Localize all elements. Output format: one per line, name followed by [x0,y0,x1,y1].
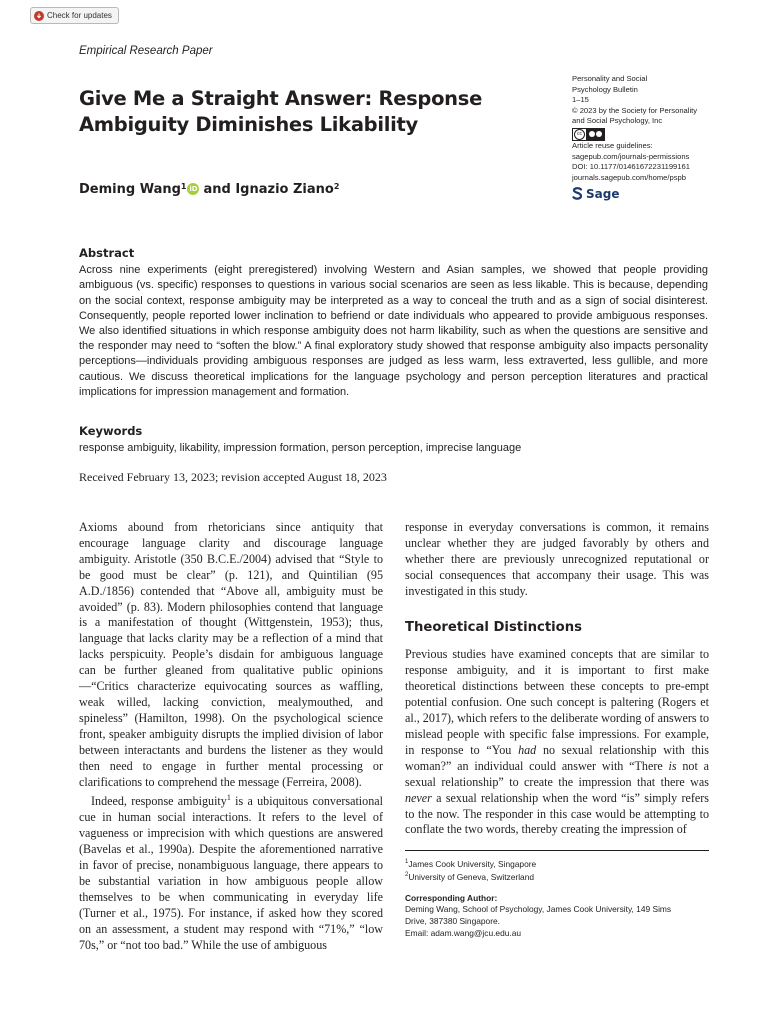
section-heading: Theoretical Distinctions [405,619,582,635]
sage-s-icon [572,187,583,200]
body-text: not a sexual relationship” to create the impression that there was [405,758,709,789]
body-column-right [405,520,709,838]
body-paragraph: response in everyday conversations is common, it remains unclear whether they are judged favorably by others and whether there are previously unrecognized reputational or social consequences that accompany their usage. This was investigated in this study. [405,520,709,598]
update-icon [34,11,44,21]
affiliation-marker: 2 [333,182,340,191]
body-paragraph: Axioms abound from rhetoricians since antiquity that encourage language clarity and discourage language ambiguity. Aristotle (350 B.C.E./2004) advised that “Style to be good must be clear” (p. 121), and Quintilian (95 A.D./1856) contended that “Above all, ambiguity must be avoided” (p. 83). Modern philosophies contend that language is a manifestation of thought (Wittgenstein, 1953); thus, language that lacks clarity may be a reflection of a mind that lacks perspicuity. People’s disdain for ambiguous language can be further gleaned from qualitative public opinions—“Critics characterize equivocating sources as waffling, weak willed, lacking conviction, mealymouthed, and spineless” (Hamilton, 1998). On the psychological science front, speaker ambiguity disrupts the implied division of labor between interactants and burdens the listener as they would then need to engage in further mental processing or clarifications to comprehend the message (Ferreira, 2008). [79,520,383,789]
permissions-link[interactable]: sagepub.com/journals-permissions [572,151,690,161]
affiliation-marker: 2 [405,872,409,879]
title-line: Ambiguity Diminishes Likability [79,113,418,136]
corresponding-author-line: Drive, 387380 Singapore. [405,915,500,926]
author-list [79,182,340,197]
journal-home-link[interactable]: journals.sagepub.com/home/pspb [572,172,686,182]
body-text: is a ubiquitous conversational cue in human social interactions. It refers to the level of vagueness or imprecision with which questions are answered (Bavelas et al., 1990a). Despite the aforementioned narrative in favor of precise, nonambiguous language, there appears to be substantial variation in how ambiguous people allow themselves to be when communicating in everyday life (Turner et al., 1975). For instance, if asked how they scored on an assessment, a student may respond with “71%,” “low 70s,” or “not too bad.” While the use of ambiguous [79,794,383,952]
body-text: Indeed, response ambiguity [91,794,227,809]
footnotes [405,850,709,939]
check-for-updates-label: Check for updates [47,11,112,20]
article-title [79,86,519,138]
affiliation [405,870,709,883]
abstract-text: Across nine experiments (eight preregistered) involving Western and Asian samples, we showed that people providing ambiguous (vs. specific) responses to questions in various social scenarios are seen as less likable. This is because, depending on the social context, response ambiguity may be interpreted as a way to conceal the truth and as a sign of social disinterest. Consequently, people reported lower inclination to befriend or date individuals who appeared to provide ambiguous responses. We also identified situations in which response ambiguity does not harm likability, such as when the questions are sensitive and the responder may need to “soften the blow.” A final exploratory study showed that response ambiguity also impacts personality perceptions—individuals providing ambiguous responses are judged as less warm, less extraverted, less gullible, and more cautious. We discuss theoretical implications for the language psychology and person perception literatures and practical implications for impression management and formation. [79,264,708,398]
body-column-left [79,520,383,954]
keywords-section [79,424,708,456]
affiliation-marker: 1 [405,859,409,865]
publisher-name: Sage [586,186,620,201]
affiliation-text: James Cook University, Singapore [408,858,537,869]
article-type: Empirical Research Paper [79,45,213,57]
affiliation [405,857,709,870]
journal-line: 1–15 [572,95,589,105]
author-name: Deming Wang [79,182,181,197]
footnote-marker: 1 [226,793,231,803]
body-paragraph [79,790,383,953]
emphasis: is [668,758,677,773]
corresponding-author-heading: Corresponding Author: [405,892,498,903]
reuse-line: Article reuse guidelines: [572,140,653,150]
corresponding-author-line: Deming Wang, School of Psychology, James Cook University, 149 Sims [405,904,672,915]
journal-line: and Social Psychology, Inc [572,116,663,126]
title-line: Give Me a Straight Answer: Response [79,87,482,110]
journal-line: Psychology Bulletin [572,84,638,94]
check-for-updates-button[interactable] [30,7,119,24]
creative-commons-icon: cc [572,128,605,141]
received-dates: Received February 13, 2023; revision accepted August 18, 2023 [79,470,387,484]
author-name: and Ignazio Ziano [203,182,334,197]
abstract-section [79,246,708,400]
body-text: no sexual relationship with this woman?” an individual could answer with “There [405,742,709,773]
journal-line: © 2023 by the Society for Personality [572,105,698,115]
corresponding-author-email[interactable]: Email: adam.wang@jcu.edu.au [405,927,522,938]
body-text: a sexual relationship when the word “is” simply refers to the now. The responder in this case would be attempting to conflate the two words, thereby creating the impression of [405,790,709,837]
journal-info [572,74,762,200]
keywords-heading: Keywords [79,424,143,438]
publisher-logo [572,187,762,200]
orcid-icon[interactable]: iD [189,185,198,193]
body-paragraph [405,647,709,838]
affiliation-marker: 1 [180,182,187,191]
journal-line: Personality and Social [572,74,648,83]
affiliation-text: University of Geneva, Switzerland [408,872,535,883]
keywords-text: response ambiguity, likability, impression formation, person perception, imprecise language [79,442,522,454]
abstract-heading: Abstract [79,246,135,260]
emphasis: never [405,790,432,805]
doi-link[interactable]: DOI: 10.1177/01461672231199161 [572,162,690,172]
body-text: Previous studies have examined concepts that are similar to response ambiguity, and it is important to first make theoretical distinctions between these concepts to pre-empt potential confusion. One such concept is paltering (Rogers et al., 2017), which refers to the deliberate wording of answers to mislead people with specific false impressions. For example, in response to “You [405,647,709,757]
emphasis: had [518,742,537,757]
